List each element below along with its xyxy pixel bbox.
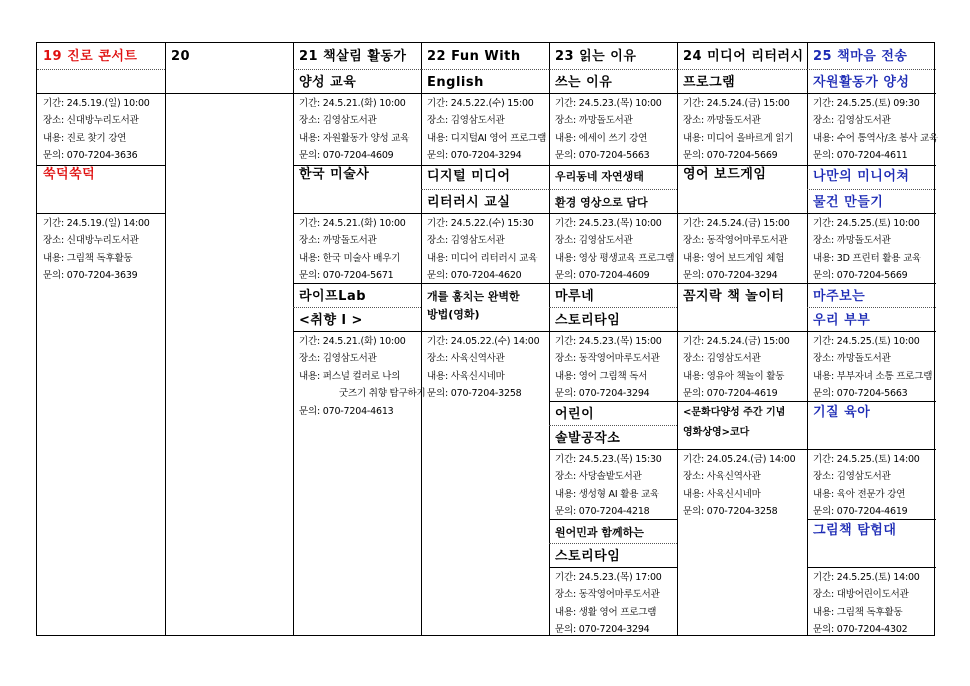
event-details: 기간: 24.5.25.(토) 09:30 장소: 김영삼도서관 내용: 수어 통역사/초 봉사 교육 문의: 070-7204-4611 xyxy=(813,98,939,162)
event-details: 기간: 24.5.22.(수) 15:00 장소: 김영삼도서관 내용: 디지털AI 영어 프로그램 문의: 070-7204-3294 xyxy=(427,98,547,162)
event-details: 기간: 24.5.19.(일) 14:00 장소: 신대방누리도서관 내용: 그림책 독후활동 문의: 070-7204-3639 xyxy=(43,218,150,282)
event-details: 기간: 24.05.24.(금) 14:00 장소: 사육신역사관 내용: 사육신시네마 문의: 070-7204-3258 xyxy=(683,454,796,518)
event-title-line2: 영화상영>코다 xyxy=(683,427,750,438)
event-details: 기간: 24.5.22.(수) 15:30 장소: 김영삼도서관 내용: 미디어 리터러시 교육 문의: 070-7204-4620 xyxy=(427,218,538,282)
row-divider xyxy=(421,213,549,214)
row-divider xyxy=(677,213,807,214)
event-title-media-literacy: 24 미디어 리터러시 xyxy=(683,49,804,64)
event-details: 기간: 24.5.25.(토) 10:00 장소: 까망돌도서관 내용: 부부자녀 소통 프로그램 문의: 070-7204-5663 xyxy=(813,336,933,400)
row-divider xyxy=(549,213,677,214)
event-title-line2: 환경 영상으로 담다 xyxy=(555,196,648,209)
row-divider xyxy=(807,93,936,94)
row-divider xyxy=(549,93,677,94)
day-label-20: 20 xyxy=(171,49,191,64)
event-title-line2: 프로그램 xyxy=(683,75,736,90)
event-title-lifelab: 라이프Lab xyxy=(299,289,367,304)
event-title-line2: <취향 l > xyxy=(299,313,363,328)
event-title-dog-movie: 개를 훔치는 완벽한 xyxy=(427,290,520,303)
row-divider xyxy=(677,331,807,332)
event-title-ssukdeok: 쑥덕쑥덕 xyxy=(43,167,96,182)
event-title-bookrecycling: 21 책살림 활동가 xyxy=(299,49,407,64)
event-details: 기간: 24.5.24.(금) 15:00 장소: 김영삼도서관 내용: 영유아 책놀이 활동 문의: 070-7204-4619 xyxy=(683,336,790,400)
event-details: 기간: 24.5.21.(화) 10:00 장소: 김영삼도서관 내용: 퍼스널 컬러로 나의 굿즈기 취향 탐구하기 문의: 070-7204-4613 xyxy=(299,336,426,417)
event-details: 기간: 24.05.22.(수) 14:00 장소: 사육신역사관 내용: 사육신시네마 문의: 070-7204-3258 xyxy=(427,336,540,400)
row-divider xyxy=(807,213,936,214)
column-divider xyxy=(677,43,678,635)
event-title-digital-media: 디지털 미디어 xyxy=(427,169,511,184)
event-title-native-storytime: 원어민과 함께하는 xyxy=(555,526,644,539)
event-title-line2: 스토리타임 xyxy=(555,313,621,328)
row-divider xyxy=(807,331,936,332)
column-divider xyxy=(165,43,166,635)
event-details: 기간: 24.5.23.(목) 17:00 장소: 동작영어마루도서관 내용: 생활 영어 프로그램 문의: 070-7204-3294 xyxy=(555,572,662,636)
title-separator xyxy=(37,69,165,70)
row-divider xyxy=(807,567,936,568)
event-title-boardgame: 영어 보드게임 xyxy=(683,167,767,182)
event-title-book-playground: 꼼지락 책 놀이터 xyxy=(683,289,785,304)
row-divider xyxy=(807,449,936,450)
event-title-couple: 마주보는 xyxy=(813,289,866,304)
event-details: 기간: 24.5.24.(금) 15:00 장소: 까망돌도서관 내용: 미디어 올바르게 읽기 문의: 070-7204-5669 xyxy=(683,98,794,162)
row-divider xyxy=(549,567,677,568)
event-title-line2: 스토리타임 xyxy=(555,549,621,564)
event-title-fun-with-english: 22 Fun With xyxy=(427,49,521,64)
event-title-line2: 방법(영화) xyxy=(427,308,480,321)
row-divider xyxy=(293,93,421,94)
column-divider xyxy=(549,43,550,635)
row-divider xyxy=(677,93,807,94)
row-divider xyxy=(37,213,165,214)
event-title-line2: English xyxy=(427,75,484,90)
event-details: 기간: 24.5.21.(화) 10:00 장소: 까망돌도서관 내용: 한국 미술사 배우기 문의: 070-7204-5671 xyxy=(299,218,406,282)
row-divider xyxy=(293,331,421,332)
row-divider xyxy=(37,93,165,94)
row-divider xyxy=(165,93,293,94)
event-title-line2: 리터러시 교실 xyxy=(427,195,511,210)
row-divider xyxy=(421,331,549,332)
column-divider xyxy=(293,43,294,635)
event-title-line2: 솔발공작소 xyxy=(555,431,621,446)
event-title-coda: <문화다양성 주간 기념 xyxy=(683,407,786,418)
event-title-line2: 쓰는 이유 xyxy=(555,75,613,90)
event-details: 기간: 24.5.25.(토) 10:00 장소: 까망돌도서관 내용: 3D 프린터 활용 교육 문의: 070-7204-5669 xyxy=(813,218,922,282)
event-title-line2: 자원활동가 양성 xyxy=(813,75,910,90)
event-title-parenting: 기질 육아 xyxy=(813,405,871,420)
row-divider xyxy=(549,331,677,332)
row-divider xyxy=(677,449,807,450)
event-title-korean-art: 한국 미술사 xyxy=(299,167,370,182)
column-divider xyxy=(807,43,808,635)
event-title-line2: 우리 부부 xyxy=(813,313,871,328)
event-title-bookmind: 25 책마음 전송 xyxy=(813,49,908,64)
event-details: 기간: 24.5.19.(일) 10:00 장소: 신대방누리도서관 내용: 진로 찾기 강연 문의: 070-7204-3636 xyxy=(43,98,150,162)
event-details: 기간: 24.5.23.(목) 10:00 장소: 김영삼도서관 내용: 영상 평생교육 프로그램 문의: 070-7204-4609 xyxy=(555,218,675,282)
event-details: 기간: 24.5.21.(화) 10:00 장소: 김영삼도서관 내용: 자원활동가 양성 교육 문의: 070-7204-4609 xyxy=(299,98,410,162)
event-title-marune: 마루네 xyxy=(555,289,595,304)
event-title-career-concert: 19 진로 콘서트 xyxy=(43,49,138,64)
event-details: 기간: 24.5.23.(목) 15:30 장소: 사당솔밭도서관 내용: 생성형 AI 활용 교육 문의: 070-7204-4218 xyxy=(555,454,662,518)
event-title-line2: 양성 교육 xyxy=(299,75,357,90)
event-title-miniature: 나만의 미니어쳐 xyxy=(813,169,910,184)
row-divider xyxy=(421,93,549,94)
event-details: 기간: 24.5.25.(토) 14:00 장소: 대방어린이도서관 내용: 그림책 독후활동 문의: 070-7204-4302 xyxy=(813,572,920,636)
event-details: 기간: 24.5.25.(토) 14:00 장소: 김영삼도서관 내용: 육아 전문가 강연 문의: 070-7204-4619 xyxy=(813,454,920,518)
event-title-reading-reason: 23 읽는 이유 xyxy=(555,49,637,64)
event-details: 기간: 24.5.23.(목) 15:00 장소: 동작영어마루도서관 내용: 영어 그림책 독서 문의: 070-7204-3294 xyxy=(555,336,662,400)
event-details: 기간: 24.5.23.(목) 10:00 장소: 까망돌도서관 내용: 에세이 쓰기 강연 문의: 070-7204-5663 xyxy=(555,98,662,162)
event-title-kids-workshop: 어린이 xyxy=(555,407,595,422)
event-title-local-ecology: 우리동네 자연생태 xyxy=(555,170,644,183)
row-divider xyxy=(549,449,677,450)
row-divider xyxy=(293,213,421,214)
event-title-line2: 물건 만들기 xyxy=(813,195,884,210)
event-title-picturebook-explorers: 그림책 탐험대 xyxy=(813,523,897,538)
event-details: 기간: 24.5.24.(금) 15:00 장소: 동작영어마루도서관 내용: 영어 보드게임 체험 문의: 070-7204-3294 xyxy=(683,218,790,282)
event-calendar-table xyxy=(36,42,939,636)
